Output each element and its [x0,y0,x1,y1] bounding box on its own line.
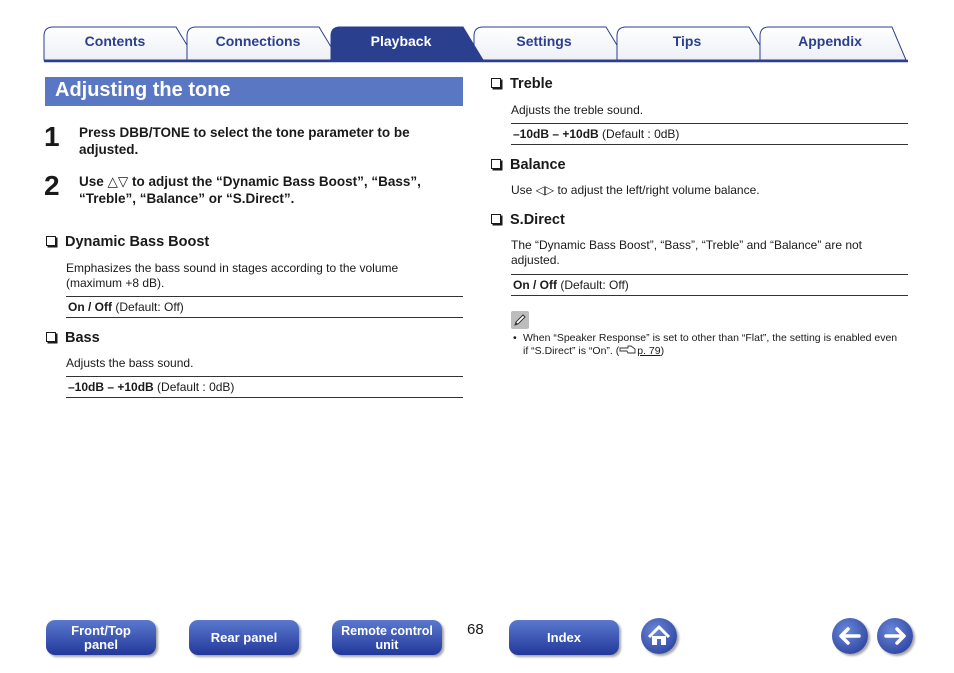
front-top-label-2: panel [84,636,118,652]
tab-tips[interactable]: Tips [672,33,702,49]
checkbox-square-icon [46,332,56,342]
checkbox-square-icon [491,159,501,169]
tab-connections[interactable]: Connections [215,33,301,49]
front-top-panel-button[interactable] [46,620,156,655]
section-desc-treble: Adjusts the treble sound. [511,103,644,117]
forward-button[interactable] [877,618,913,654]
note-close-paren: ) [660,345,665,357]
step-1-number: 1 [44,121,60,152]
note-bullet: • [513,332,517,344]
checkbox-square-icon [491,214,501,224]
index-button[interactable] [509,620,619,655]
section-desc-bass: Adjusts the bass sound. [66,356,194,370]
back-button[interactable] [832,618,868,654]
step-1-text: Press DBB/TONE to select the tone parameter to be adjusted. [79,125,410,157]
home-button[interactable] [641,618,677,654]
page-link-p79[interactable]: p. 79 [637,345,661,357]
option-row-bass: –10dB – +10dB (Default : 0dB) [66,376,463,398]
tab-appendix[interactable]: Appendix [798,33,862,49]
tab-playback[interactable]: Playback [370,33,432,49]
page-number: 68 [467,621,484,638]
page-title-bar [45,77,463,106]
pencil-note-icon [511,311,529,329]
option-row-dbb: On / Off (Default: Off) [66,296,463,318]
remote-label-2: unit [375,637,399,652]
note-item [513,332,903,358]
arrow-left-icon [832,618,868,654]
section-desc-balance: Use ◁▷ to adjust the left/right volume balance. [511,183,760,197]
section-heading-dbb: Dynamic Bass Boost [46,234,209,250]
section-heading-sdirect: S.Direct [491,212,565,228]
step-2-number: 2 [44,170,60,201]
step-2-text: Use △▽ to adjust the “Dynamic Bass Boost”, “Bass”, “Treble”, “Balance” or “S.Direct”. [79,174,421,206]
index-label: Index [547,629,581,645]
note-text: When “Speaker Response” is set to other than “Flat”, the setting is enabled even if “S.Direct” is “On”. ( [523,332,898,357]
remote-label-1: Remote control [341,623,433,638]
tab-shapes [0,0,954,64]
option-row-sdirect: On / Off (Default: Off) [511,274,908,296]
arrow-right-icon [877,618,913,654]
section-desc-dbb: Emphasizes the bass sound in stages according to the volume (maximum +8 dB). [66,261,399,290]
section-desc-sdirect: The “Dynamic Bass Boost”, “Bass”, “Treble” and “Balance” are not adjusted. [511,238,863,267]
rear-panel-label: Rear panel [210,629,278,645]
section-heading-bass: Bass [46,330,100,346]
home-icon [641,618,677,654]
checkbox-square-icon [46,236,56,246]
page-title: Adjusting the tone [55,79,231,101]
checkbox-square-icon [491,78,501,88]
section-heading-balance: Balance [491,157,566,173]
remote-control-unit-button[interactable] [332,620,442,655]
tab-contents[interactable]: Contents [84,33,146,49]
hand-pointer-icon [619,345,637,355]
section-heading-treble: Treble [491,76,553,92]
tab-bar [0,0,954,64]
tab-settings[interactable]: Settings [516,33,572,49]
option-row-treble: –10dB – +10dB (Default : 0dB) [511,123,908,145]
front-top-label-1: Front/Top [71,622,131,638]
rear-panel-button[interactable] [189,620,299,655]
